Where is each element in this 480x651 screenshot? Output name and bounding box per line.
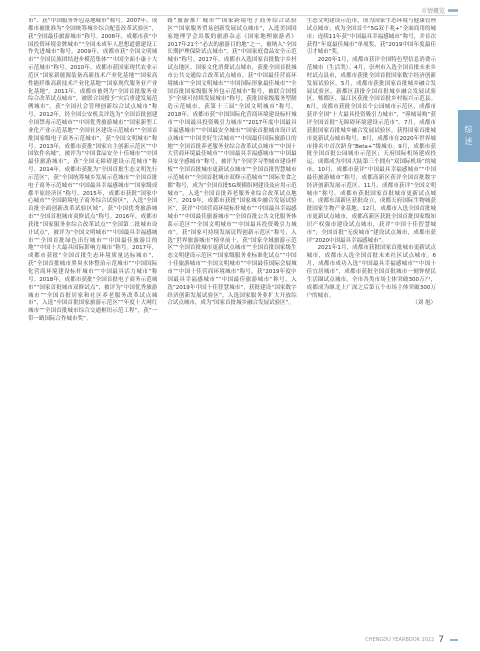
header-divider [30,15,458,16]
header-accent-bar [448,9,458,12]
page-number: 7 [438,635,444,645]
page-footer [365,635,458,645]
section-name: 市情概览 [420,8,445,15]
paragraph: 生态文明建设示范市，成为国家生态环境与健康管理试点城市；成为全国首个“5G双千兆+”全面商用的城市；连续11年获“中国最具幸福感城市”称号，并首次获得“年度最佳城市”单项奖，获“2019中国年度最佳引才城市”奖。 [306,18,436,56]
article-body [28,18,436,608]
paragraph: 2021年1月，成都市获批国家首批城市更新试点城市，成都市入选全国首批未来社区试点城市。6月，成都市成功入选“中国最具幸福感城市”“中国十佳宜居城市”，成都市获批全国首批城市一刻钟便民生活圈试点城市。全市各类市场主体突破300万户，成都成为继北上广深之后第五个市场主体突破300万户的城市。 [306,245,436,299]
paragraph: 2020年1月，成都市获评全国特色型信息消费示范城市（生活类）。4月，崇州市入选全国首批未来乡村试点县市，成都市获批全国首批国家数字经济创新发展试验区。5月，成都市获批国家首批城乡融合发展试验区，新都区获批全国首批城乡融合发展试验区，郫都区、温江区获批全国首批乡村振兴示范县。6月，成都市获批全国首个公园城市示范区，成都市获评全国“十大最具投资吸引力城市”，“蓉城易购”获评全国首批“无障碍环境建设示范市”。7月，成都市获批国家首批城乡融合发展试验区，获得国家首批城市更新试点城市称号。8月，成都市在2020年世界城市排名中首次跻身“Beta+”级城市。9月，成都市获批全国首批公园城市示范区；天府国际机场建成投运，成都成为中国大陆第三个拥有“双国际机场”的城市。10月，成都市获评“中国最具幸福感城市”“中国最佳旅游城市”称号，成都高新区获评全国首批数字经济创新发展示范区。11月，成都市获评“全国文明城市”称号，成都市获批国家首批城市更新试点城市，成都东部新区获批设立，成都天府国际生物城获批国家生物产业基地。12月，成都市入选全国首批城市更新试点城市，成都高新区获批全国首批国家级知识产权强市建设试点城市，获评“中国十佳智慧城市”，全国首批“无废城市”建设试点城市，成都市获评“2020中国最具幸福感城市”。 [306,57,436,244]
text-column [28,18,157,608]
side-tab-char: 综 [464,125,474,134]
yearbook-name: CHENGDU YEARBOOK 2022 [365,637,435,643]
section-header [421,6,458,15]
chapter-side-tab [458,110,480,162]
paragraph: 路”旅游推广城市”“国家跨境电子商务综合试验区”“国家服务贸易创新发展试点城市”，入选美国国家地理学会出版的旅游杂志《国家地理旅游者》2017年21个“必去的旅游目的地”之一，被纳入“全国长期护理保险试点城市”，获“中国家庭食品安全示范城市”称号。2017年，成都市入选国家首批数字乡村试点地区、国家文化消费试点城市，获批全国首批城市公共交通综合改革试点城市，获“中国最佳营商环境城市”“全国文明城市”“中国国际形象最佳城市”“全国首批国家级服务外包示范城市”称号，被联合国授予“全球可持续发展城市”称号，获批国家级服务型制造示范城市，获第十三届“全国文明城市”称号。2018年，成都市获“中国国际化营商环境建设标杆城市”“中国最具投资吸引力城市”“2017年度中国最具幸福感城市”“中国最安全城市”“国家首批城市设计试点城市”“中国美好生活城市”“中国最佳国际旅游目的地”“全国首批养老服务业综合改革试点城市”“中国十大营商环境最佳城市”“中国最具幸福感城市”“中国最具安全感城市”称号，被评为“全国学习型城市建设样板”“全国首批城市更新试点城市”“全国首批智慧城市示范城市”“全国首批城市双修示范城市”“国际美食之都”称号，成为“全国首批5G规模组网建设及应用示范城市”，入选“全国首批养老服务业综合改革试点地区”。2019年，成都市获批“国家城乡融合发展试验区”，获评“中国营商环境标杆城市”“中国最具幸福感城市”“中国最佳旅游城市”“全国首批公共文化服务体系示范区”“全国文明城市”“中国最具投资吸引力城市”，获“国家可持续发展议程创新示范区”称号，入选“世界旅游城市”榜单前十，获“国家全域旅游示范区”“全国首批城市更新试点城市”“全国首批国家级生态文明建设示范区”“国家级服务业标准化试点”“中国十佳旅游城市”“全国文明城市”“中国最佳国际会展城市”“中国十佳营商环境城市”称号，获“2019年度中国最具幸福感城市”“中国最佳旅游城市”称号，入选“2019年中国十佳智慧城市”，获批建设“国家数字经济创新发展试验区”，入选国家服务业扩大开放综合试点城市，成为“国家首批城乡融合发展试验区”。 [167,18,297,307]
side-tab-char: 述 [464,137,474,146]
text-column [307,18,436,608]
text-column [167,18,296,608]
footer-accent-bar [450,639,458,641]
author-signature: （刘 旭） [412,300,436,307]
paragraph: 市”、获“中国服务外包基地城市”称号。2007年，成都市被批准为“全国统筹城乡综合配套改革试验区”，获“全国最佳旅游城市”称号。2008年，成都市获“中国投资环境金牌城市”“全国未成年人思想道德建设工作先进城市”称号。2009年，成都市获“全国文明城市”“全国民族团结进步模范集体”“中国全面小康十大示范城市”称号。2010年，成都市获国家现代农业示范区“国家新能源装备高新技术产业化基地”“国家高性能纤维高新技术产业化基地”“国家现代服务业产业化基地”。2011年，成都市被列为“全国首批服务业综合改革试点城市”，被联合国授予“灾后重建发展范例城市”，获“全国社会管理创新综合试点城市”称号。2012年，经全国公安机关评选为“全国首批创建全国禁毒示范城市”“中国优秀旅游城市”“国家新型工业化产业示范基地”“全国社区建设示范城市”“全国首批国家级电子商务示范城市”，获“全国文明城市”称号。2013年，成都市获批“国家自主创新示范区”“中国软件名城”，被评为“中国食品安全十佳城市”“中国最佳旅游城市”，获“全国无障碍建设示范城市”称号。2014年，成都市获批为“全国首批生态文明先行示范区”，获“全国统筹城乡发展示范城市”“全国首批电子商务示范城市”“中国最具幸福感城市”“国家级成都平原经济区”称号。2015年，成都市获批“国家中心城市”“全国跨境电子商务综合试验区”，入选“全国首批全面创新改革试验区域”，获“中国优秀旅游城市”“全国首批城市双修试点”称号。2016年，成都市获批“国家服务业综合改革试点”“全国第二批城市设计试点”，被评为“全国文明城市”“中国最具幸福感城市”“全国首批绿色出行城市”“中国最佳旅游目的地”“中国十大最具国际影响力城市”称号。2017年，成都市获批“全国首批生态环境质量达标城市”，获“全国首批城市黑臭水体整治示范城市”“中国国际化营商环境建设标杆城市”“中国最具活力城市”称号。2018年，成都市获批“全国首批电子商务示范城市”“国家首批城市双修试点”，被评为“中国优秀旅游城市”“全国首批居家和社区养老服务改革试点城市”，入选“中国首批国家旅游示范区”“年度十大网红城市”“全国首批城市综合交通枢纽示范工程”，获“一带一路国际合作城市奖”。 [28,18,158,323]
